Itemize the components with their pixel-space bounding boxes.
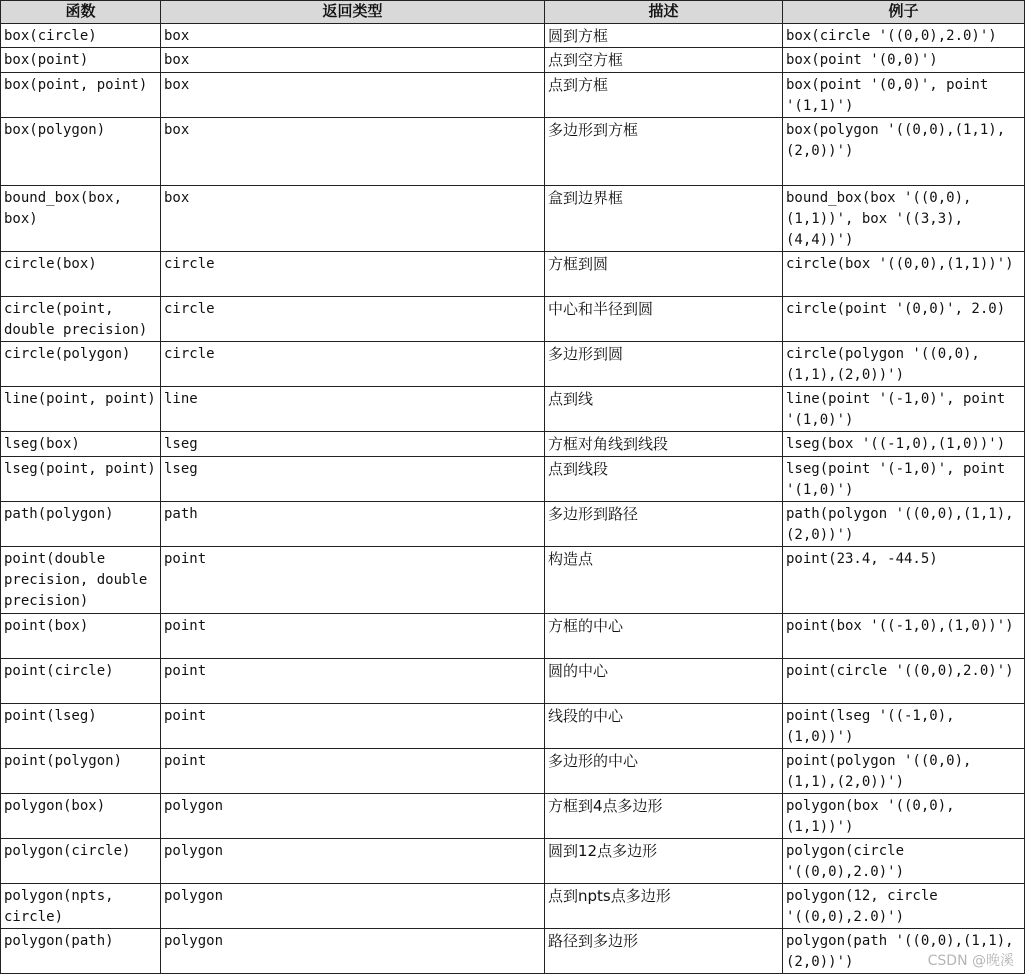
table-row [1, 387, 1025, 432]
example-cell: lseg(point '(-1,0)', point '(1,0)') [783, 457, 1025, 502]
function-cell: line(point, point) [1, 387, 161, 432]
example-cell: box(point '(0,0)') [783, 48, 1025, 73]
return-type-cell: point [161, 749, 545, 794]
example-cell: point(lseg '((-1,0),(1,0))') [783, 704, 1025, 749]
table-row [1, 252, 1025, 297]
description-cell: 点到线 [545, 387, 783, 432]
return-type-cell: box [161, 24, 545, 48]
function-cell: polygon(box) [1, 794, 161, 839]
function-cell: box(circle) [1, 24, 161, 48]
description-cell: 点到npts点多边形 [545, 884, 783, 929]
example-cell: circle(point '(0,0)', 2.0) [783, 297, 1025, 342]
function-cell: box(point, point) [1, 73, 161, 118]
example-cell: box(point '(0,0)', point '(1,1)') [783, 73, 1025, 118]
return-type-cell: polygon [161, 794, 545, 839]
return-type-cell: circle [161, 252, 545, 297]
example-cell: polygon(box '((0,0),(1,1))') [783, 794, 1025, 839]
function-cell: point(double precision, double precision) [1, 547, 161, 614]
example-cell: box(polygon '((0,0),(1,1),(2,0))') [783, 118, 1025, 186]
table-row [1, 749, 1025, 794]
header-function: 函数 [1, 1, 161, 24]
description-cell: 点到方框 [545, 73, 783, 118]
return-type-cell: path [161, 502, 545, 547]
table-row [1, 297, 1025, 342]
return-type-cell: point [161, 547, 545, 614]
example-cell: polygon(circle '((0,0),2.0)') [783, 839, 1025, 884]
header-description: 描述 [545, 1, 783, 24]
function-cell: polygon(circle) [1, 839, 161, 884]
example-cell: polygon(path '((0,0),(1,1),(2,0))') [783, 929, 1025, 974]
example-cell: lseg(box '((-1,0),(1,0))') [783, 432, 1025, 457]
function-cell: path(polygon) [1, 502, 161, 547]
description-cell: 多边形到方框 [545, 118, 783, 186]
return-type-cell: lseg [161, 432, 545, 457]
function-cell: polygon(npts, circle) [1, 884, 161, 929]
table-row [1, 432, 1025, 457]
return-type-cell: lseg [161, 457, 545, 502]
function-cell: circle(polygon) [1, 342, 161, 387]
function-cell: point(circle) [1, 659, 161, 704]
example-cell: point(polygon '((0,0),(1,1),(2,0))') [783, 749, 1025, 794]
return-type-cell: circle [161, 297, 545, 342]
table-row [1, 929, 1025, 974]
description-cell: 线段的中心 [545, 704, 783, 749]
table-row [1, 457, 1025, 502]
function-cell: polygon(path) [1, 929, 161, 974]
example-cell: path(polygon '((0,0),(1,1),(2,0))') [783, 502, 1025, 547]
description-cell: 圆到方框 [545, 24, 783, 48]
return-type-cell: point [161, 659, 545, 704]
example-cell: point(23.4, -44.5) [783, 547, 1025, 614]
return-type-cell: box [161, 186, 545, 252]
return-type-cell: polygon [161, 884, 545, 929]
table-row [1, 614, 1025, 659]
table-row [1, 342, 1025, 387]
return-type-cell: box [161, 118, 545, 186]
example-cell: point(box '((-1,0),(1,0))') [783, 614, 1025, 659]
example-cell: box(circle '((0,0),2.0)') [783, 24, 1025, 48]
return-type-cell: point [161, 704, 545, 749]
description-cell: 多边形的中心 [545, 749, 783, 794]
description-cell: 构造点 [545, 547, 783, 614]
description-cell: 多边形到路径 [545, 502, 783, 547]
description-cell: 方框对角线到线段 [545, 432, 783, 457]
table-row [1, 73, 1025, 118]
watermark: CSDN @晚溪 [927, 953, 1014, 969]
return-type-cell: polygon [161, 839, 545, 884]
table-row [1, 659, 1025, 704]
table-row [1, 118, 1025, 186]
description-cell: 点到线段 [545, 457, 783, 502]
function-cell: box(polygon) [1, 118, 161, 186]
description-cell: 圆的中心 [545, 659, 783, 704]
table-row [1, 704, 1025, 749]
function-cell: lseg(point, point) [1, 457, 161, 502]
table-row [1, 502, 1025, 547]
return-type-cell: point [161, 614, 545, 659]
description-cell: 多边形到圆 [545, 342, 783, 387]
return-type-cell: circle [161, 342, 545, 387]
description-cell: 方框到圆 [545, 252, 783, 297]
description-cell: 路径到多边形 [545, 929, 783, 974]
function-cell: circle(box) [1, 252, 161, 297]
header-row [1, 1, 1025, 24]
description-cell: 方框的中心 [545, 614, 783, 659]
example-cell: circle(polygon '((0,0),(1,1),(2,0))') [783, 342, 1025, 387]
example-cell: line(point '(-1,0)', point '(1,0)') [783, 387, 1025, 432]
table-row [1, 24, 1025, 48]
function-cell: point(lseg) [1, 704, 161, 749]
function-cell: point(polygon) [1, 749, 161, 794]
table-row [1, 839, 1025, 884]
header-return-type: 返回类型 [161, 1, 545, 24]
example-cell: point(circle '((0,0),2.0)') [783, 659, 1025, 704]
header-example: 例子 [783, 1, 1025, 24]
return-type-cell: polygon [161, 929, 545, 974]
description-cell: 盒到边界框 [545, 186, 783, 252]
table-row [1, 48, 1025, 73]
function-cell: point(box) [1, 614, 161, 659]
function-cell: lseg(box) [1, 432, 161, 457]
description-cell: 方框到4点多边形 [545, 794, 783, 839]
example-cell: polygon(12, circle '((0,0),2.0)') [783, 884, 1025, 929]
function-cell: box(point) [1, 48, 161, 73]
description-cell: 圆到12点多边形 [545, 839, 783, 884]
return-type-cell: line [161, 387, 545, 432]
return-type-cell: box [161, 48, 545, 73]
table-row [1, 186, 1025, 252]
table-row [1, 547, 1025, 614]
table-row [1, 794, 1025, 839]
return-type-cell: box [161, 73, 545, 118]
example-cell: circle(box '((0,0),(1,1))') [783, 252, 1025, 297]
function-cell: circle(point, double precision) [1, 297, 161, 342]
description-cell: 点到空方框 [545, 48, 783, 73]
description-cell: 中心和半径到圆 [545, 297, 783, 342]
function-cell: bound_box(box, box) [1, 186, 161, 252]
table-row [1, 884, 1025, 929]
example-cell: bound_box(box '((0,0),(1,1))', box '((3,3),(4,4))') [783, 186, 1025, 252]
